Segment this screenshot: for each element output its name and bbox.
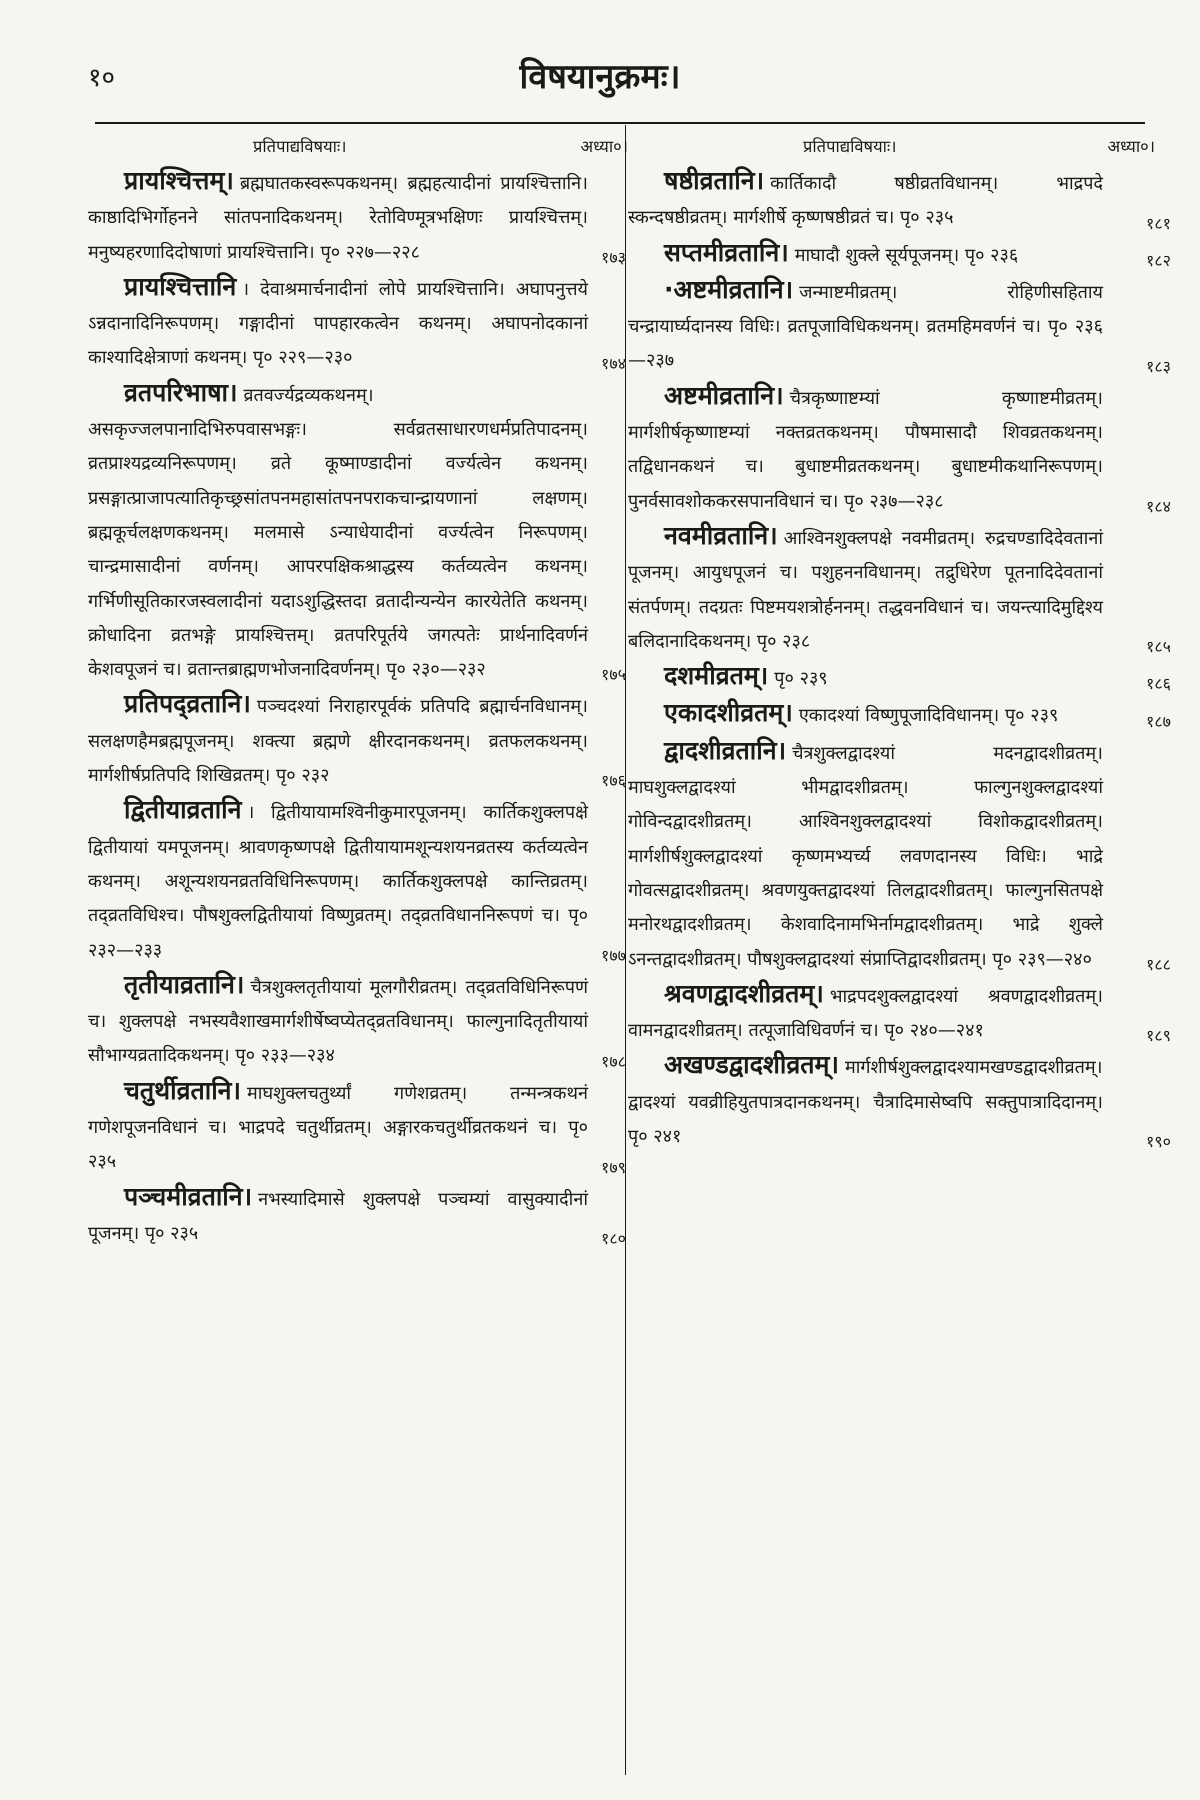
chapter-number: १७९	[601, 1157, 626, 1177]
column-header	[628, 128, 1173, 164]
toc-entry	[88, 1074, 626, 1180]
entry-description: भाद्रपदशुक्लद्वादश्यां श्रवणद्वादशीव्रतम्। वामनद्वादशीव्रतम्। तत्पूजाविधिवर्णनं च। पृ० २४०—२४१	[628, 985, 1103, 1042]
toc-entry	[88, 270, 626, 376]
entry-heading: अखण्डद्वादशीव्रतम्।	[664, 1050, 839, 1080]
entry-heading: प्रायश्चित्तानि	[124, 271, 237, 301]
chapter-number: १७६	[601, 771, 626, 791]
column-header-label: प्रतिपाद्यविषयाः।	[803, 137, 897, 156]
toc-entry	[628, 379, 1173, 519]
chapter-number: १७५	[601, 665, 626, 685]
toc-entry	[628, 659, 1173, 696]
entry-heading: सप्तमीव्रतानि।	[664, 237, 789, 267]
toc-entry	[628, 977, 1173, 1049]
entry-heading: चतुर्थीव्रतानि।	[124, 1075, 242, 1105]
entry-description: आश्विनशुक्लपक्षे नवमीव्रतम्। रुद्रचण्डादिदेवतानां पूजनम्। आयुधपूजनं च। पशुहननविधानम्। तद्रुधिरेण पूतनादिदेवतानां संतर्पणम्। तदग्रतः पिष्टमयशत्रोर्हननम्। तद्धवनविधानं च। जयन्त्यादिमुद्दिश्य बलिदानादिकथनम्। पृ० २३८	[628, 527, 1103, 652]
entry-description: एकादश्यां विष्णुपूजादिविधानम्। पृ० २३९	[798, 705, 1059, 727]
entry-description: नभस्यादिमासे शुक्लपक्षे पञ्चम्यां वासुक्यादीनां पूजनम्। पृ० २३५	[88, 1188, 588, 1244]
entry-heading: ·अष्टमीव्रतानि।	[664, 274, 794, 304]
chapter-number: १८१	[1146, 213, 1171, 233]
toc-entry	[628, 696, 1173, 733]
left-column	[88, 128, 628, 1251]
page-number: १०	[88, 63, 116, 93]
entry-heading: नवमीव्रतानि।	[664, 520, 778, 550]
chapter-number: १८३	[1146, 356, 1171, 376]
entry-heading: अष्टमीव्रतानि।	[664, 380, 784, 410]
top-rule	[95, 122, 1145, 124]
entry-description: । द्वितीयायामश्विनीकुमारपूजनम्। कार्तिकशुक्लपक्षे द्वितीयायां यमपूजनम्। श्रावणकृष्णपक्षे द्वितीयायामशून्यशयनव्रतस्य कर्तव्यत्वेन कथनम्। अशून्यशयनव्रतविधिनिरूपणम्। कार्तिकशुक्लपक्षे कान्तिव्रतम्। तद्व्रतविधिश्च। पौषशुक्लद्वितीयायां विष्णुव्रतम्। तद्व्रतविधाननिरूपणं च। पृ० २३२—२३३	[88, 802, 588, 961]
toc-entry	[628, 273, 1173, 379]
entry-description: मार्गशीर्षशुक्लद्वादश्यामखण्डद्वादशीव्रतम्। द्वादश्यां यवव्रीहियुतपात्रदानकथनम्। चैत्रादिमासेष्वपि सक्तुपात्रादिदानम्। पृ० २४१	[628, 1057, 1103, 1148]
toc-entry	[628, 1048, 1173, 1154]
toc-entry	[628, 236, 1173, 273]
chapter-number: १८०	[601, 1229, 626, 1249]
chapter-number: १८५	[1146, 637, 1171, 657]
toc-entry	[88, 968, 626, 1074]
toc-entry	[628, 734, 1173, 977]
toc-entry	[628, 519, 1173, 659]
column-header-label: प्रतिपाद्यविषयाः।	[253, 137, 347, 156]
toc-entry	[88, 793, 626, 967]
chapter-number: १८९	[1146, 1026, 1171, 1046]
chapter-number: १७८	[601, 1051, 626, 1071]
chapter-number: १७४	[601, 353, 626, 373]
entry-description: चैत्रशुक्लद्वादश्यां मदनद्वादशीव्रतम्। माघशुक्लद्वादश्यां भीमद्वादशीव्रतम्। फाल्गुनशुक्लद्वादश्यां गोविन्दद्वादशीव्रतम्। आश्विनशुक्लद्वादश्यां विशोकद्वादशीव्रतम्। मार्गशीर्षशुक्लद्वादश्यां कृष्णमभ्यर्च्य लवणदानस्य विधिः। भाद्रे गोवत्सद्वादशीव्रतम्। श्रवणयुक्तद्वादश्यां तिलद्वादशीव्रतम्। फाल्गुनसितपक्षे मनोरथद्वादशीव्रतम्। केशवादिनामभिर्नामद्वादशीव्रतम्। भाद्रे शुक्ले ऽनन्तद्वादशीव्रतम्। पौषशुक्लद्वादश्यां संप्राप्तिद्वादशीव्रतम्। पृ० २३९—२४०	[628, 742, 1103, 970]
column-header	[88, 128, 628, 164]
running-head: विषयानुक्रमः।	[519, 57, 681, 97]
column-header-chapter: अध्या०।	[1107, 137, 1155, 156]
toc-entry	[88, 1180, 626, 1252]
chapter-number: १७३	[601, 247, 626, 267]
chapter-number: १८४	[1146, 496, 1171, 516]
entry-heading: दशमीव्रतम्।	[664, 661, 769, 691]
entry-description: पञ्चदश्यां निराहारपूर्वकं प्रतिपदि ब्रह्मार्चनविधानम्। सलक्षणहैमब्रह्मपूजनम्। शक्त्या ब्रह्मणे क्षीरदानकथनम्। व्रतफलकथनम्। मार्गशीर्षप्रतिपदि शिखिव्रतम्। पृ० २३२	[88, 696, 588, 787]
entry-heading: द्वादशीव्रतानि।	[664, 735, 787, 765]
entry-description: माघादौ शुक्ले सूर्यपूजनम्। पृ० २३६	[794, 244, 1019, 266]
entry-heading: तृतीयाव्रतानि।	[124, 969, 245, 999]
entry-description: माघशुक्लचतुर्थ्यां गणेशव्रतम्। तन्मन्त्रकथनं गणेशपूजनविधानं च। भाद्रपदे चतुर्थीव्रतम्। अङ्गारकचतुर्थीव्रतकथनं च। पृ० २३५	[88, 1082, 588, 1173]
toc-entry	[88, 687, 626, 793]
column-header-chapter: अध्या०।	[580, 137, 628, 156]
toc-entry	[88, 164, 626, 270]
chapter-number: १८६	[1146, 674, 1171, 694]
chapter-number: १८७	[1146, 711, 1171, 731]
entry-description: कार्तिकादौ षष्ठीव्रतविधानम्। भाद्रपदे स्कन्दषष्ठीव्रतम्। मार्गशीर्षे कृष्णषष्ठीव्रतं च। पृ० २३५	[628, 173, 1103, 229]
entry-heading: षष्ठीव्रतानि।	[664, 166, 765, 195]
chapter-number: १९०	[1146, 1132, 1171, 1152]
chapter-number: १७७	[601, 945, 626, 965]
entry-description: चैत्रकृष्णाष्टम्यां कृष्णाष्टमीव्रतम्। मार्गशीर्षकृष्णाष्टम्यां नक्तव्रतकथनम्। पौषमासादौ शिवव्रतकथनम्। तद्विधानकथनं च। बुधाष्टमीव्रतकथनम्। बुधाष्टमीकथानिरूपणम्। पुनर्वसावशोककरसपानविधानं च। पृ० २३७—२३८	[628, 387, 1103, 512]
entry-description: व्रतवर्ज्यद्रव्यकथनम्। असकृज्जलपानादिभिरुपवासभङ्गः। सर्वव्रतसाधारणधर्मप्रतिपादनम्। व्रतप्राश्यद्रव्यनिरूपणम्। व्रते कूष्माण्डादीनां वर्ज्यत्वेन कथनम्। प्रसङ्गात्प्राजापत्यातिकृच्छ्रसांतपनमहासांतपनपराकचान्द्रायणानां लक्षणम्। ब्रह्मकूर्चलक्षणकथनम्। मलमासे ऽन्याधेयादीनां वर्ज्यत्वेन निरूपणम्। चान्द्रमासादीनां वर्णनम्। आपरपक्षिकश्राद्धस्य कर्तव्यत्वेन कथनम्। गर्भिणीसूतिकारजस्वलादीनां यदाऽशुद्धिस्तदा व्रतादीन्यन्येन कारयेतेति कथनम्। क्रोधादिना व्रतभङ्गे प्रायश्चित्तम्। व्रतपरिपूर्तये जगत्पतेः प्रार्थनादिवर्णनं केशवपूजनं च। व्रतान्तब्राह्मणभोजनादिवर्णनम्। पृ० २३०—२३२	[88, 384, 588, 681]
entry-heading: पञ्चमीव्रतानि।	[124, 1181, 253, 1211]
entry-description: चैत्रशुक्लतृतीयायां मूलगौरीव्रतम्। तद्व्रतविधिनिरूपणं च। शुक्लपक्षे नभस्यवैशाखमार्गशीर्षेष्वप्येतद्व्रतविधानम्। फाल्गुनादितृतीयायां सौभाग्यव्रतादिकथनम्। पृ० २३३—२३४	[88, 976, 588, 1067]
entry-heading: द्वितीयाव्रतानि	[124, 795, 242, 825]
entry-heading: श्रवणद्वादशीव्रतम्।	[664, 978, 824, 1008]
toc-entry	[88, 376, 626, 688]
entry-heading: व्रतपरिभाषा।	[124, 377, 238, 407]
entry-heading: प्रतिपद्व्रतानि।	[124, 689, 251, 719]
entry-heading: प्रायश्चित्तम्।	[124, 166, 234, 195]
chapter-number: १८२	[1146, 250, 1171, 270]
toc-entry	[628, 164, 1173, 236]
right-column	[628, 128, 1173, 1154]
entry-description: पृ० २३९	[774, 668, 828, 690]
entry-description: जन्माष्टमीव्रतम्। रोहिणीसहिताय चन्द्रायार्घ्यदानस्य विधिः। व्रतपूजाविधिकथनम्। व्रतमहिमवर्णनं च। पृ० २३६—२३७	[628, 281, 1103, 372]
chapter-number: १८८	[1146, 954, 1171, 974]
entry-description: । देवाश्रमार्चनादीनां लोपे प्रायश्चित्तानि। अघापनुत्तये ऽन्नदानादिनिरूपणम्। गङ्गादीनां पापहारकत्वेन कथनम्। अघापनोदकानां काश्यादिक्षेत्राणां कथनम्। पृ० २२९—२३०	[88, 278, 588, 369]
entry-heading: एकादशीव्रतम्।	[664, 698, 793, 728]
entry-description: ब्रह्मघातकस्वरूपकथनम्। ब्रह्महत्यादीनां प्रायश्चित्तानि। काष्ठादिभिर्गोहनने सांतपनादिकथनम्। रेतोविण्मूत्रभक्षिणः प्रायश्चित्तम्। मनुष्यहरणादिदोषाणां प्रायश्चित्तानि। पृ० २२७—२२८	[88, 173, 588, 263]
